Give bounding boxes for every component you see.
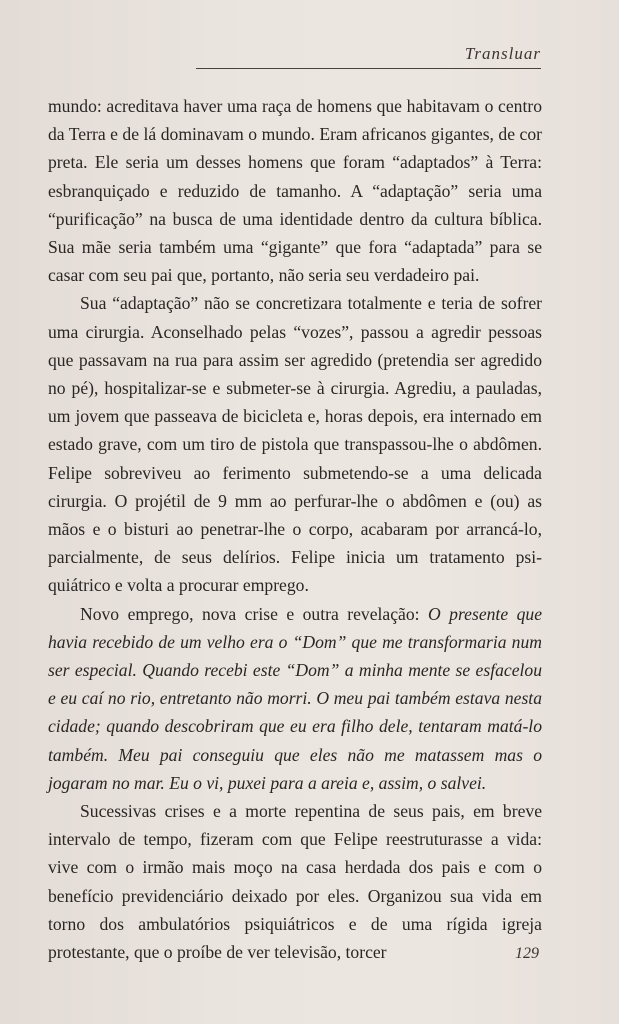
paragraph-1: mundo: acreditava haver uma raça de homens que habitavam o centro da Terra e de lá dominavam o mundo. Eram africanos gigantes, de cor preta. Ele seria um desses homens que foram “adaptados” à Terra: esbranquiçado e reduzido de tamanho. A “adaptação” seria uma “purificação” na busca de uma identidade dentro da cultura bíblica. Sua mãe seria também uma “gigante” que fora “adaptada” para se casar com seu pai que, portanto, não seria seu verdadeiro pai. xyxy=(48,96,542,286)
paragraph-3-quote: O presente que havia recebido de um velho era o “Dom” que me transformaria num ser especial. Quando recebi este “Dom” a minha mente se esfacelou e eu caí no rio, entretanto não morri. O meu pai também estava nesta cidade; quando descobriram que eu era filho dele, tentaram matá-lo também. Meu pai conseguiu que eles não me matassem mas o jogaram no mar. Eu o vi, puxei para a areia e, assim, o salvei. xyxy=(48,603,543,793)
body-text xyxy=(48,92,542,966)
paragraph-3-intro: Novo emprego, nova crise e outra revelação: xyxy=(80,603,428,624)
page-number: 129 xyxy=(515,945,539,962)
paragraph-3 xyxy=(48,600,542,797)
paragraph-4: Sucessivas crises e a morte repentina de seus pais, em breve intervalo de tempo, fizeram com que Felipe reestruturasse a vida: vive com o irmão mais moço na casa herdada dos pais e com o benefício previdenciário deixado por eles. Organizou sua vida em torno dos ambulatórios psiquiátricos e de uma rígida igreja protestante, que o proíbe de ver televisão, torcer xyxy=(48,801,542,963)
running-head: Transluar xyxy=(464,44,541,63)
paragraph-2: Sua “adaptação” não se concretizara totalmente e teria de sofrer uma cirurgia. Aconselhado pelas “vozes”, passou a agredir pessoas que passavam na rua para assim ser agredido (pretendia ser agredido no pé), hospitalizar-se e submeter-se à cirurgia. Agrediu, a pauladas, um jovem que passeava de bicicleta e, horas depois, era internado em estado grave, com um tiro de pistola que transpassou-lhe o abdômen. Felipe sobreviveu ao ferimento submetendo-se a uma delicada cirurgia. O projétil de 9 mm ao perfurar-lhe o abdômen e (ou) as mãos e o bisturi ao penetrar-lhe o corpo, acabaram por arrancá-lo, parcialmente, de seus delírios. Felipe inicia um tratamento psiquiátrico e volta a procurar emprego. xyxy=(48,293,542,596)
header-rule xyxy=(196,68,541,69)
